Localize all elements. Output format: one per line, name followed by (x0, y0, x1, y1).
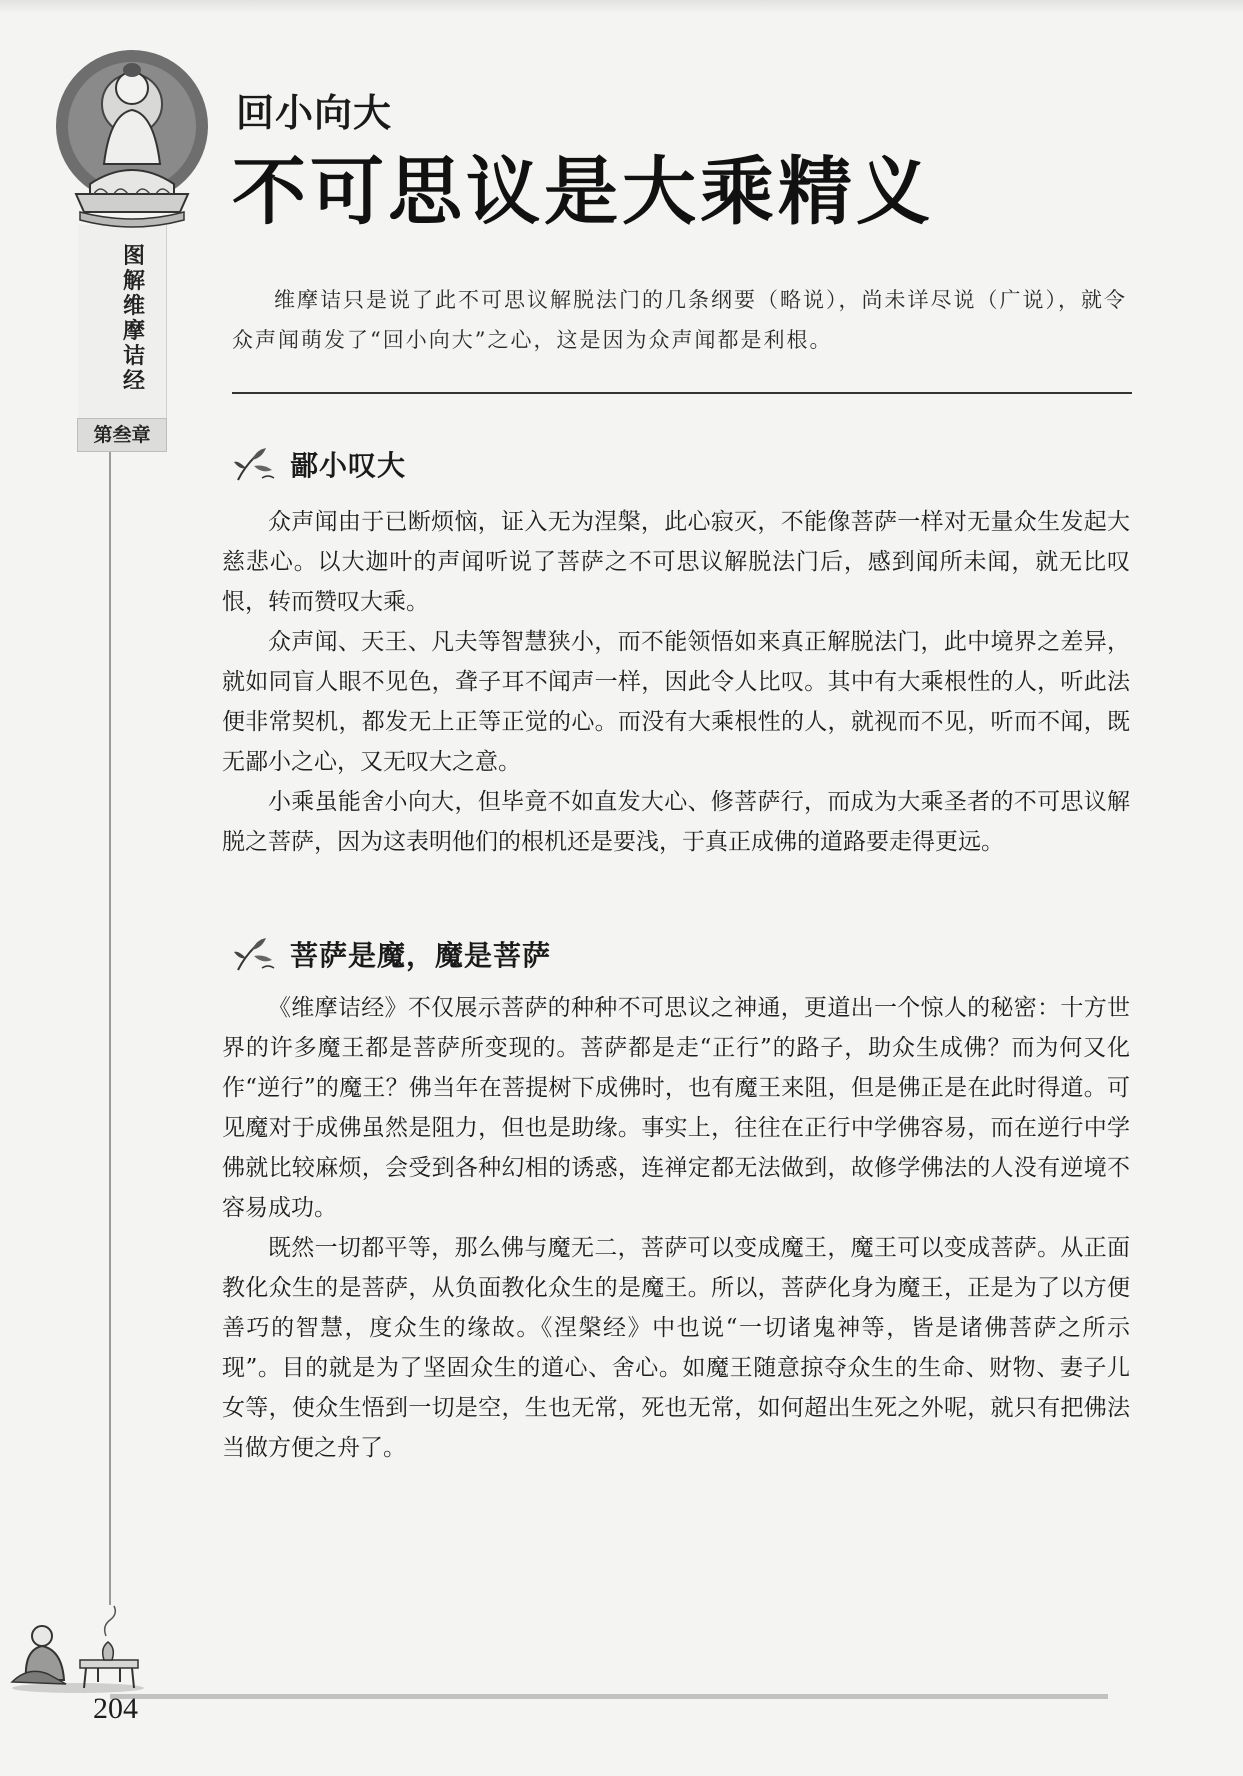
intro-text: 维摩诘只是说了此不可思议解脱法门的几条纲要（略说），尚未详尽说（广说），就令众声闻萌发了“回小向大”之心，这是因为众声闻都是利根。 (232, 288, 1127, 352)
body-paragraph: 《维摩诘经》不仅展示菩萨的种种不可思议之神通，更道出一个惊人的秘密：十方世界的许多魔王都是菩萨所变现的。菩萨都是走“正行”的路子，助众生成佛？而为何又化作“逆行”的魔王？佛当年在菩提树下成佛时，也有魔王来阻，但是佛正是在此时得道。可见魔对于成佛虽然是阻力，但也是助缘。事实上，往往在正行中学佛容易，而在逆行中学佛就比较麻烦，会受到各种幻相的诱惑，连禅定都无法做到，故修学佛法的人没有逆境不容易成功。 (222, 995, 1130, 1221)
series-title-char: 解 (122, 269, 145, 294)
section-heading (232, 936, 551, 972)
page-title: 不可思议是大乘精义 (232, 149, 934, 235)
body-paragraph: 小乘虽能舍小向大，但毕竟不如直发大心、修菩萨行，而成为大乘圣者的不可思议解脱之菩萨，因为这表明他们的根机还是要浅，于真正成佛的道路要走得更远。 (222, 789, 1130, 855)
series-title-char: 诘 (122, 344, 145, 369)
section-body (222, 988, 1130, 1468)
body-paragraph: 既然一切都平等，那么佛与魔无二，菩萨可以变成魔王，魔王可以变成菩萨。从正面教化众生的是菩萨，从负面教化众生的是魔王。所以，菩萨化身为魔王，正是为了以方便善巧的智慧，度众生的缘故。《涅槃经》中也说“一切诸鬼神等，皆是诸佛菩萨之所示现”。目的就是为了坚固众生的道心、舍心。如魔王随意掠夺众生的生命、财物、妻子儿女等，使众生悟到一切是空，生也无常，死也无常，如何超出生死之外呢，就只有把佛法当做方便之舟了。 (222, 1235, 1130, 1461)
series-title-char: 图 (122, 244, 145, 269)
bamboo-leaf-icon (232, 444, 276, 484)
scholar-illustration (8, 1596, 148, 1694)
page-number: 204 (93, 1692, 138, 1725)
series-title-char: 维 (122, 294, 145, 319)
chapter-label: 第叁章 (77, 418, 167, 452)
buddha-illustration (50, 44, 214, 234)
intro-divider (232, 392, 1132, 394)
section-heading-text: 菩萨是魔，魔是菩萨 (290, 939, 552, 972)
bamboo-leaf-icon (232, 934, 276, 974)
section-heading (232, 446, 406, 482)
section-subtitle: 回小向大 (236, 91, 393, 135)
page-edge (0, 0, 1243, 14)
series-title (116, 244, 152, 394)
body-paragraph: 众声闻、天王、凡夫等智慧狭小，而不能领悟如来真正解脱法门，此中境界之差异，就如同盲人眼不见色，聋子耳不闻声一样，因此令人比叹。其中有大乘根性的人，听此法便非常契机，都发无上正等正觉的心。而没有大乘根性的人，就视而不见，听而不闻，既无鄙小之心，又无叹大之意。 (222, 629, 1130, 775)
body-paragraph: 众声闻由于已断烦恼，证入无为涅槃，此心寂灭，不能像菩萨一样对无量众生发起大慈悲心。以大迦叶的声闻听说了菩萨之不可思议解脱法门后，感到闻所未闻，就无比叹恨，转而赞叹大乘。 (222, 509, 1130, 615)
footer-rule (110, 1694, 1108, 1699)
section-body (222, 502, 1130, 862)
series-title-char: 经 (122, 369, 145, 394)
series-title-char: 摩 (122, 319, 145, 344)
section-heading-text: 鄙小叹大 (290, 449, 407, 482)
